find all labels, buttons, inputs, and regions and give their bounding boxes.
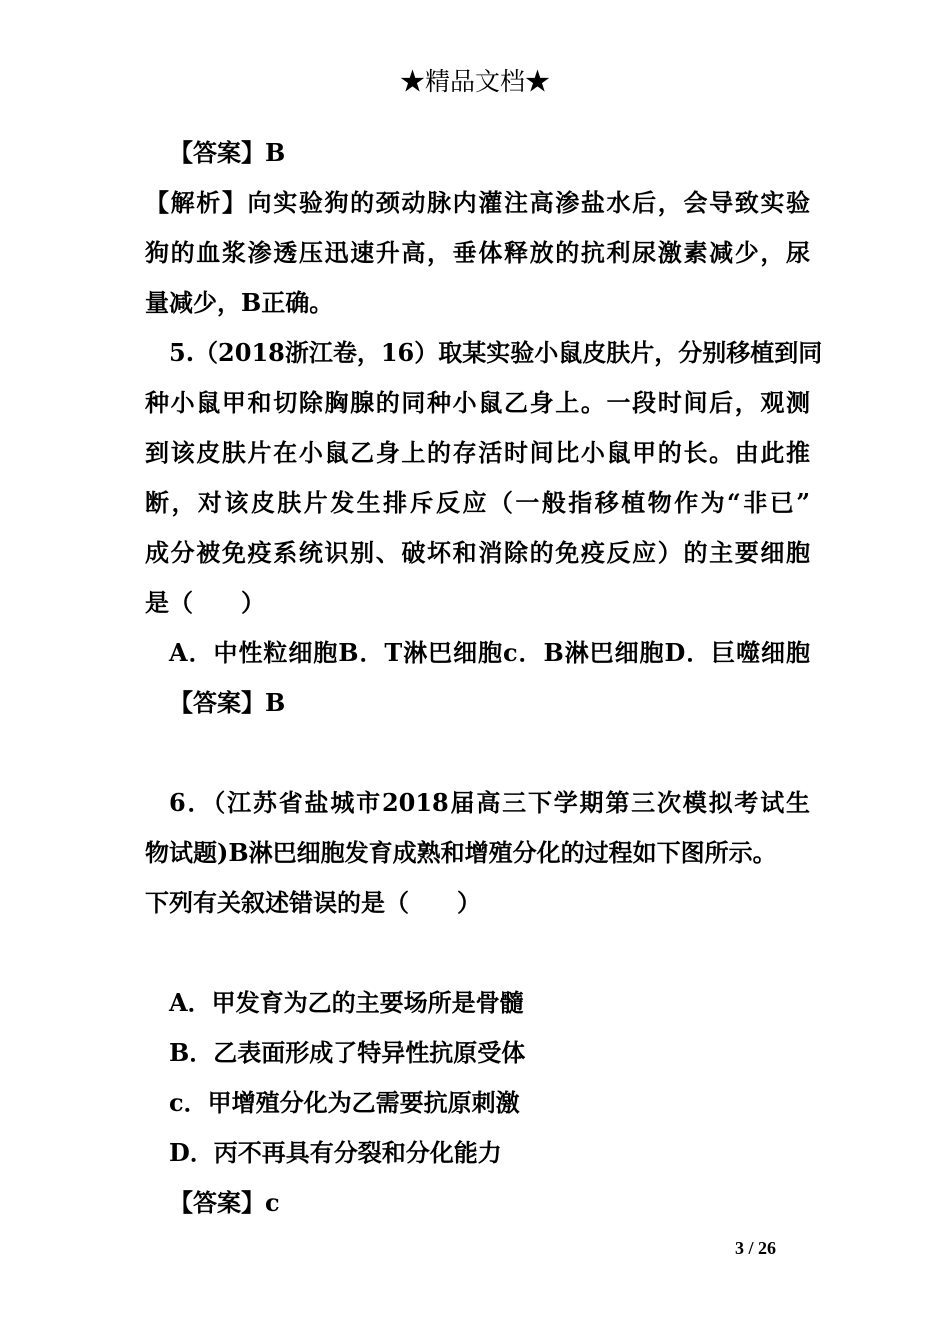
option-b: B．乙表面形成了特异性抗原受体 xyxy=(169,1038,526,1067)
question-6-line: 下列有关叙述错误的是（ ） xyxy=(145,888,481,917)
answer-label: 【答案】c xyxy=(169,1188,280,1217)
question-5-line: 断，对该皮肤片发生排斥反应（一般指移植物作为“非已” xyxy=(145,488,810,517)
document-body xyxy=(145,128,823,1228)
option-d: D．丙不再具有分裂和分化能力 xyxy=(169,1138,502,1167)
figure-placeholder xyxy=(145,928,810,978)
question-6-line: 6．（江苏省盐城市2018届高三下学期第三次模拟考试生 xyxy=(169,788,810,817)
page-separator: / xyxy=(744,1238,759,1258)
question-5-line: 5.（2018浙江卷，16）取某实验小鼠皮肤片，分别移植到同 xyxy=(169,338,823,367)
explanation-line: 狗的血浆渗透压迅速升高，垂体释放的抗利尿激素减少，尿 xyxy=(145,238,810,267)
page-total: 26 xyxy=(758,1238,777,1258)
option-c: c．甲增殖分化为乙需要抗原刺激 xyxy=(169,1088,520,1117)
question-5-line: 到该皮肤片在小鼠乙身上的存活时间比小鼠甲的长。由此推 xyxy=(145,438,810,467)
question-5-line: 成分被免疫系统识别、破坏和消除的免疫反应）的主要细胞 xyxy=(145,538,810,567)
blank-space xyxy=(145,728,810,778)
page-header: ★精品文档★ xyxy=(399,67,550,96)
option-a: A．甲发育为乙的主要场所是骨髓 xyxy=(169,988,524,1017)
explanation-line: 量减少，B正确。 xyxy=(145,288,334,317)
question-5-line: 种小鼠甲和切除胸腺的同种小鼠乙身上。一段时间后，观测 xyxy=(145,388,810,417)
answer-label: 【答案】B xyxy=(169,138,286,167)
answer-label: 【答案】B xyxy=(169,688,286,717)
page-number xyxy=(735,1238,776,1259)
question-6-line: 物试题)B淋巴细胞发育成熟和增殖分化的过程如下图所示。 xyxy=(145,838,777,867)
page-current: 3 xyxy=(735,1238,744,1258)
question-5-line: 是（ ） xyxy=(145,588,265,617)
question-5-options: A．中性粒细胞B．T淋巴细胞c．B淋巴细胞D．巨噬细胞 xyxy=(169,638,810,667)
explanation-line: 【解析】向实验狗的颈动脉内灌注高渗盐水后，会导致实验 xyxy=(145,188,810,217)
